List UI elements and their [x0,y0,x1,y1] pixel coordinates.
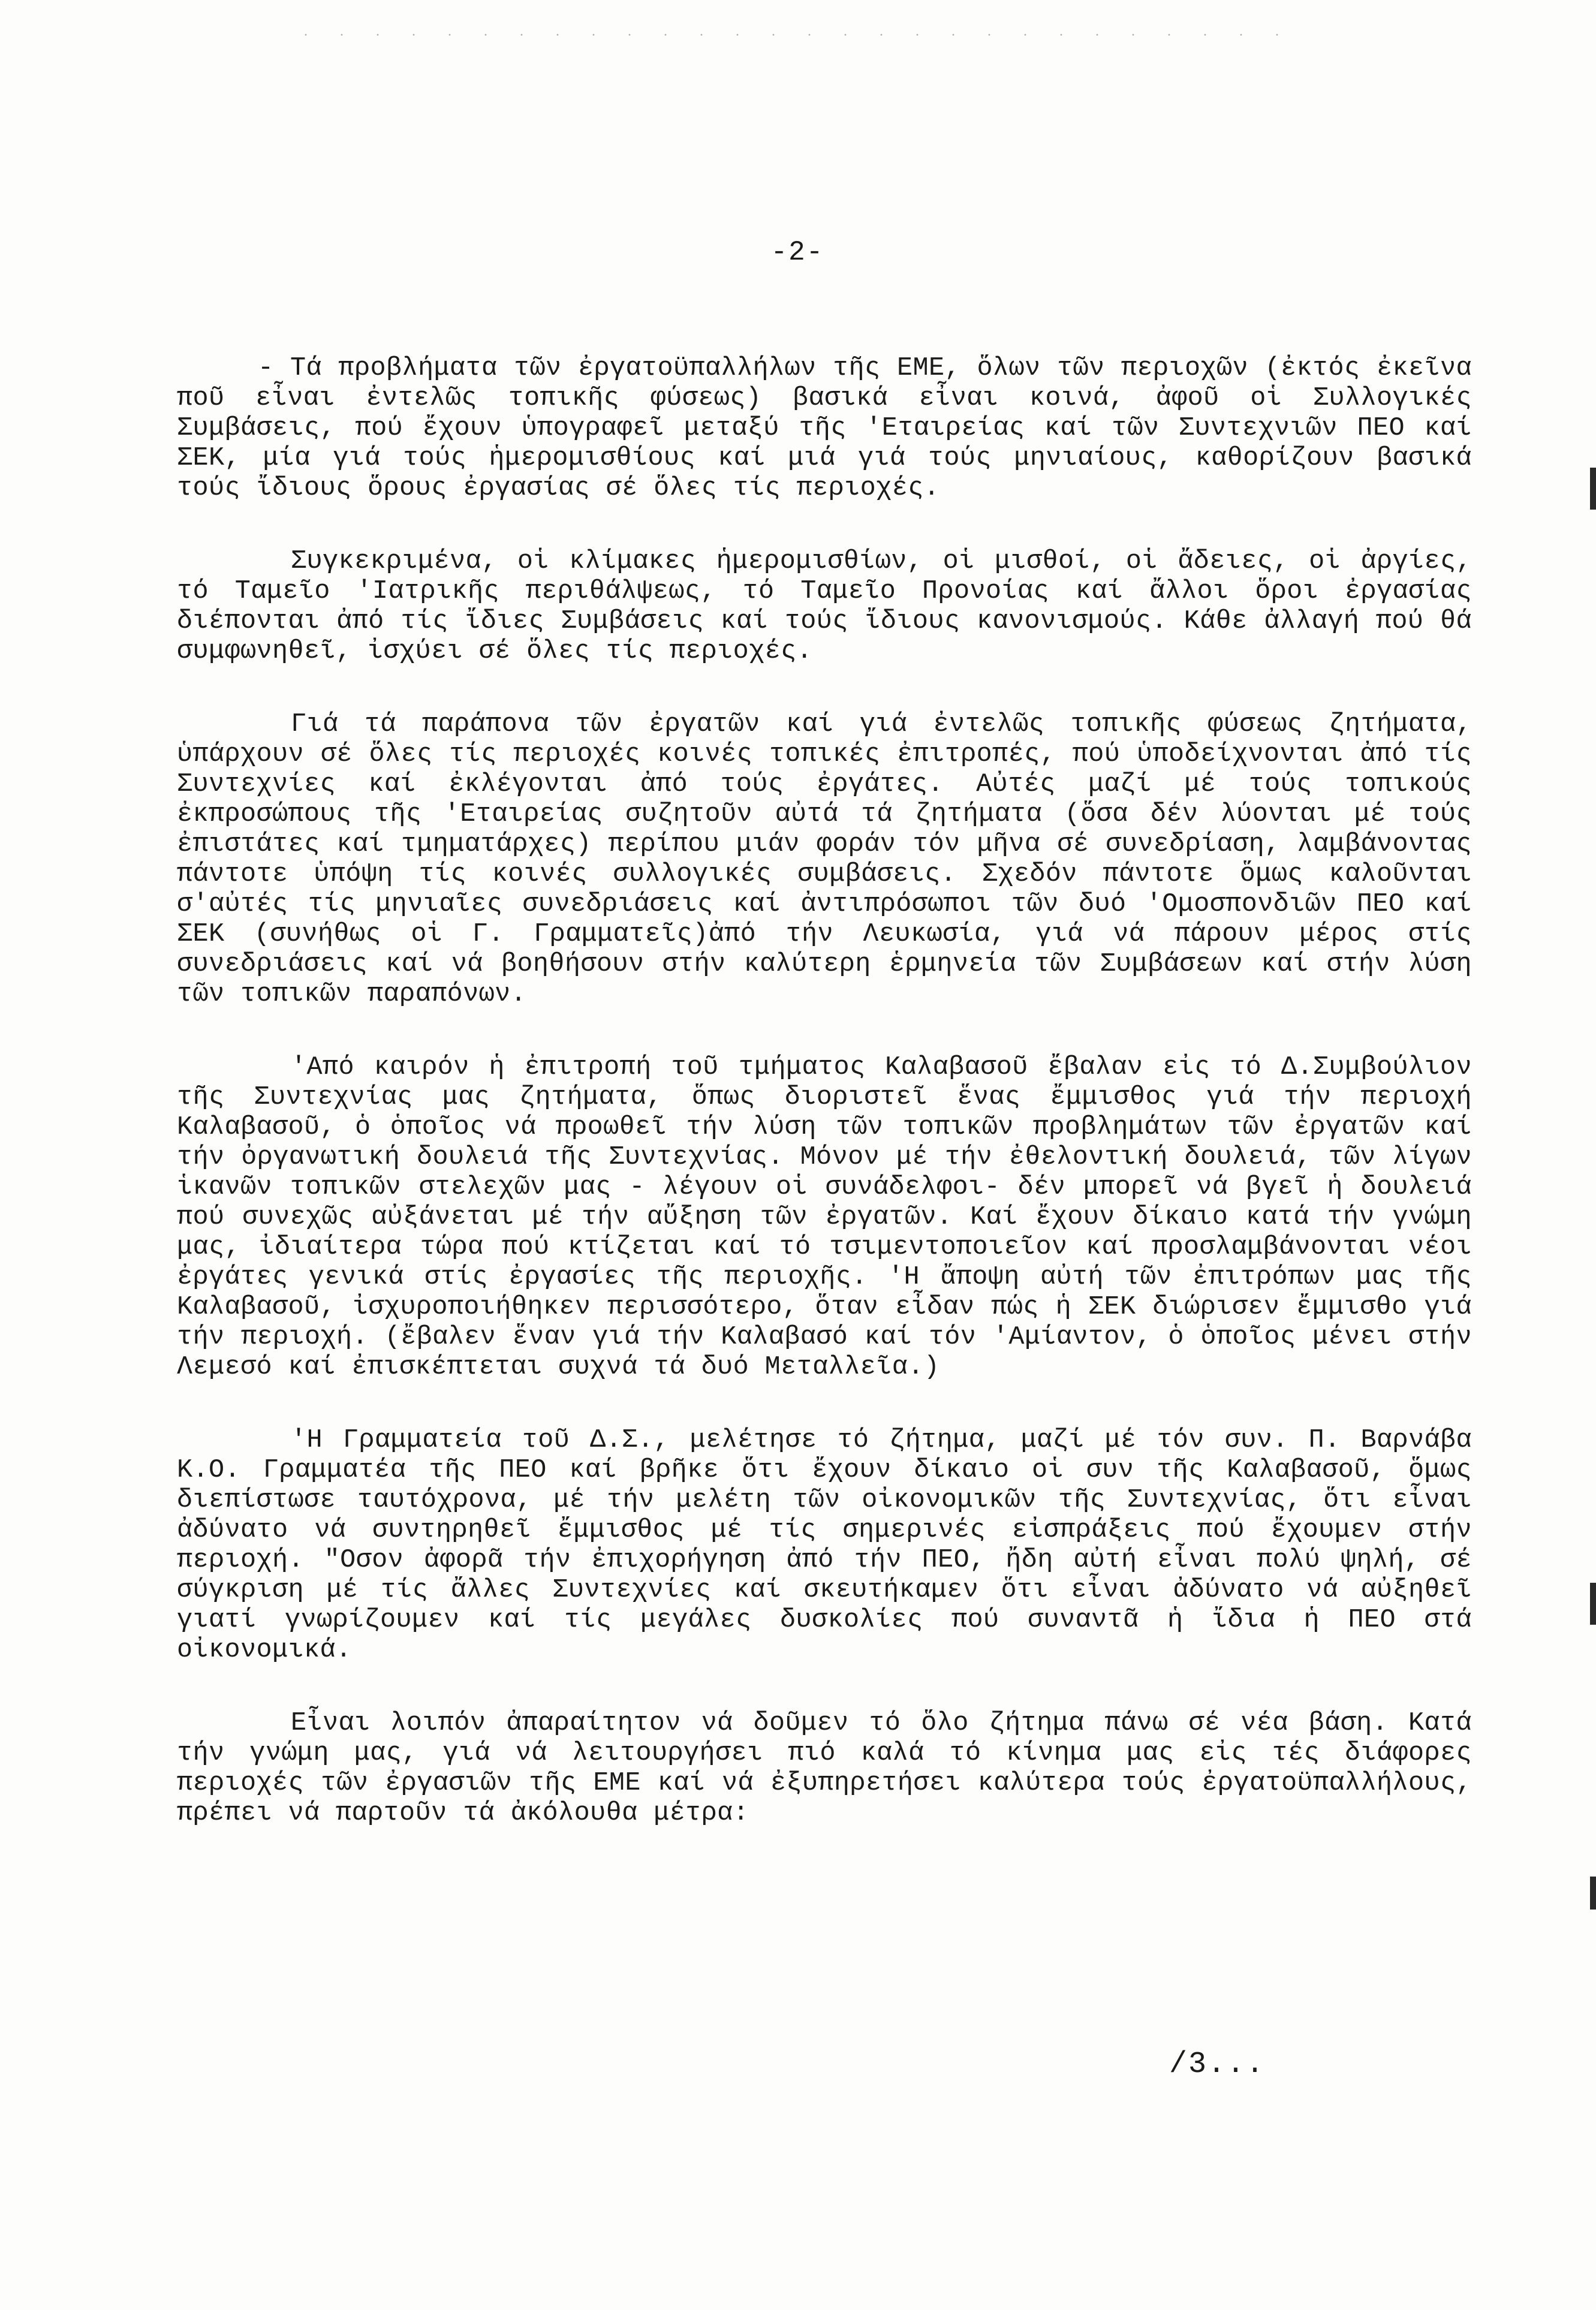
scan-edge-mark [1590,1583,1596,1625]
scan-edge-mark [1590,468,1596,510]
paragraph-3: Γιά τά παράπονα τῶν ἐργατῶν καί γιά ἐντελῶς τοπικῆς φύσεως ζητήματα, ὑπάρχουν σέ ὅλες τίς περιοχές κοινές τοπικές ἐπιτροπές, πού ὑποδείχνονται ἀπό τίς Συντεχνίες καί ἐκλέγονται ἀπό τούς ἐργάτες. Αὐτές μαζί μέ τούς τοπικούς ἐκπροσώπους τῆς 'Εταιρείας συζητοῦν αὐτά τά ζητήματα (ὅσα δέν λύονται μέ τούς ἐπιστάτες καί τμηματάρχες) περίπου μιάν φοράν τόν μῆνα σέ συνεδρίαση, λαμβάνοντας πάντοτε ὑπόψη τίς κοινές συλλογικές συμβάσεις. Σχεδόν πάντοτε ὅμως καλοῦνται σ'αὐτές τίς μηνιαῖες συνεδριάσεις καί ἀντιπρόσωποι τῶν δυό 'Ομοσπονδιῶν ΠΕΟ καί ΣΕΚ (συνήθως οἱ Γ. Γραμματεῖς)ἀπό τήν Λευκωσία, γιά νά πάρουν μέρος στίς συνεδριάσεις καί νά βοηθήσουν στήν καλύτερη ἑρμηνεία τῶν Συμβάσεων καί στήν λύση τῶν τοπικῶν παραπόνων. [177,710,1472,1009]
scan-edge-mark [1590,1877,1596,1910]
paragraph-1: - Τά προβλήματα τῶν ἐργατοϋπαλλήλων τῆς ΕΜΕ, ὅλων τῶν περιοχῶν (ἐκτός ἐκεῖνα ποῦ εἶναι ἐντελῶς τοπικῆς φύσεως) βασικά εἶναι κοινά, ἀφοῦ οἱ Συλλογικές Συμβάσεις, πού ἔχουν ὑπογραφεῖ μεταξύ τῆς 'Εταιρείας καί τῶν Συντεχνιῶν ΠΕΟ καί ΣΕΚ, μία γιά τούς ἡμερομισθίους καί μιά γιά τούς μηνιαίους, καθορίζουν βασικά τούς ἴδιους ὅρους ἐργασίας σέ ὅλες τίς περιοχές. [177,354,1472,503]
paragraph-4: 'Από καιρόν ἡ ἐπιτροπή τοῦ τμήματος Καλαβασοῦ ἔβαλαν εἰς τό Δ.Συμβούλιον τῆς Συντεχνίας μας ζητήματα, ὅπως διοριστεῖ ἕνας ἔμμισθος γιά τήν περιοχή Καλαβασοῦ, ὁ ὁποῖος νά προωθεῖ τήν λύση τῶν τοπικῶν προβλημάτων τῶν ἐργατῶν καί τήν ὀργανωτική δουλειά τῆς Συντεχνίας. Μόνον μέ τήν ἐθελοντική δουλειά, τῶν λίγων ἱκανῶν τοπικῶν στελεχῶν μας - λέγουν οἱ συνάδελφοι- δέν μπορεῖ νά βγεῖ ἡ δουλειά πού συνεχῶς αὐξάνεται μέ τήν αὔξηση τῶν ἐργατῶν. Καί ἔχουν δίκαιο κατά τήν γνώμη μας, ἰδιαίτερα τώρα πού κτίζεται καί τό τσιμεντοποιεῖον καί προσλαμβάνονται νέοι ἐργάτες γενικά στίς ἐργασίες τῆς περιοχῆς. 'Η ἄποψη αὐτή τῶν ἐπιτρόπων μας τῆς Καλαβασοῦ, ἰσχυροποιήθηκεν περισσότερο, ὅταν εἶδαν πώς ἡ ΣΕΚ διώρισεν ἔμμισθο γιά τήν περιοχή. (ἔβαλεν ἕναν γιά τήν Καλαβασό καί τόν 'Αμίαντον, ὁ ὁποῖος μένει στήν Λεμεσό καί ἐπισκέπτεται συχνά τά δυό Μεταλλεῖα.) [177,1053,1472,1382]
paragraph-6: Εἶναι λοιπόν ἀπαραίτητον νά δοῦμεν τό ὅλο ζήτημα πάνω σέ νέα βάση. Κατά τήν γνώμη μας, γιά νά λειτουργήσει πιό καλά τό κίνημα μας εἰς τές διάφορες περιοχές τῶν ἐργασιῶν τῆς ΕΜΕ καί νά ἐξυπηρετήσει καλύτερα τούς ἐργατοϋπαλλήλους, πρέπει νά παρτοῦν τά ἀκόλουθα μέτρα: [177,1709,1472,1828]
body-text [177,354,1472,1872]
continuation-mark: /3... [1169,2047,1266,2082]
paragraph-2: Συγκεκριμένα, οἱ κλίμακες ἡμερομισθίων, οἱ μισθοί, οἱ ἄδειες, οἱ ἀργίες, τό Ταμεῖο 'Ιατρικῆς περιθάλψεως, τό Ταμεῖο Προνοίας καί ἄλλοι ὅροι ἐργασίας διέπονται ἀπό τίς ἴδιες Συμβάσεις καί τούς ἴδιους κανονισμούς. Κάθε ἀλλαγή πού θά συμφωνηθεῖ, ἰσχύει σέ ὅλες τίς περιοχές. [177,547,1472,666]
scan-specks [288,33,1307,37]
page-number: -2- [770,237,824,268]
paragraph-5: 'Η Γραμματεία τοῦ Δ.Σ., μελέτησε τό ζήτημα, μαζί μέ τόν συν. Π. Βαρνάβα Κ.Ο. Γραμματέα τῆς ΠΕΟ καί βρῆκε ὅτι ἔχουν δίκαιο οἱ συν τῆς Καλαβασοῦ, ὅμως διεπίστωσε ταυτόχρονα, μέ τήν μελέτη τῶν οἰκονομικῶν τῆς Συντεχνίας, ὅτι εἶναι ἀδύνατο νά συντηρηθεῖ ἔμμισθος μέ τίς σημερινές εἰσπράξεις πού ἔχουμεν στήν περιοχή. "Οσον ἀφορᾶ τήν ἐπιχορήγηση ἀπό τήν ΠΕΟ, ἤδη αὐτή εἶναι πολύ ψηλή, σέ σύγκριση μέ τίς ἄλλες Συντεχνίες καί σκευτήκαμεν ὅτι εἶναι ἀδύνατο νά αὐξηθεῖ γιατί γνωρίζουμεν καί τίς μεγάλες δυσκολίες πού συναντᾶ ἡ ἴδια ἡ ΠΕΟ στά οἰκονομικά. [177,1426,1472,1665]
